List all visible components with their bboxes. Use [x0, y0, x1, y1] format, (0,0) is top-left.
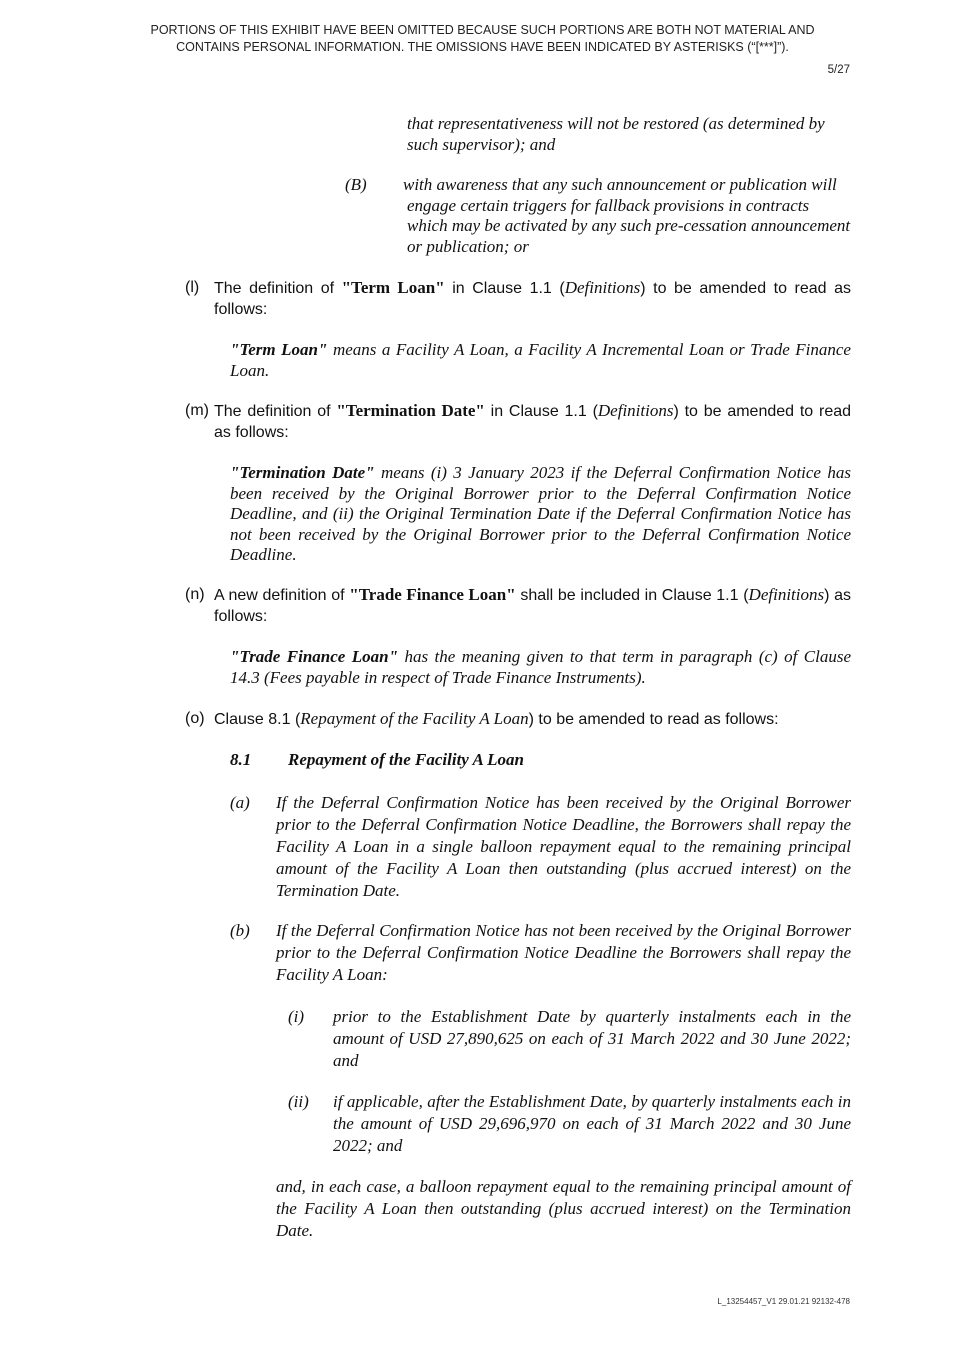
sub-ii-text: if applicable, after the Establishment Date, by quarterly instalments each in the amount of USD 29,696,970 on each of 31 March 2022 and 30 June 2022; and	[333, 1092, 851, 1155]
section-number: 8.1	[230, 750, 252, 769]
clause-n-mid: shall be included in Clause 1.1 (	[515, 587, 749, 604]
clause-m-heading	[214, 401, 851, 443]
clause-l-heading	[214, 278, 851, 320]
item-b-label: (B)	[345, 175, 367, 194]
clause-n-term: "Trade Finance Loan"	[349, 585, 516, 604]
clause-m-ref: Definitions	[597, 401, 674, 420]
clause-l-pre: The definition of	[214, 280, 342, 297]
page-number: 5/27	[827, 64, 850, 76]
sub-ii-label: (ii)	[288, 1092, 309, 1111]
sub-i-text: prior to the Establishment Date by quarterly instalments each in the amount of USD 27,890,625 on each of 31 March 2022 and 30 June 2022; and	[333, 1007, 851, 1070]
clause-m-pre: The definition of	[214, 403, 337, 420]
clause-o-pre: Clause 8.1 (	[214, 711, 301, 728]
clause-l-ref: Definitions	[564, 278, 641, 297]
clause-n-ref: Definitions	[748, 585, 825, 604]
document-reference: L_13254457_V1 29.01.21 92132-478	[717, 1297, 850, 1306]
clause-n-pre: A new definition of	[214, 587, 350, 604]
closing-paragraph: and, in each case, a balloon repayment equal to the remaining principal amount of the Facility A Loan then outstanding (plus accrued interest) on the Termination Date.	[276, 1177, 851, 1240]
clause-l-post: ) to be amended to read as follows:	[214, 280, 852, 318]
clause-n-definition	[230, 647, 851, 688]
clause-o-ref: Repayment of the Facility A Loan	[300, 709, 529, 728]
clause-o-label: (o)	[185, 710, 205, 727]
clause-n-def-text: has the meaning given to that term in paragraph (c) of Clause 14.3 (Fees payable in respect of Trade Finance Instruments).	[230, 647, 851, 687]
clause-m-label: (m)	[185, 402, 209, 419]
clause-m-definition	[230, 463, 851, 566]
section-title: Repayment of the Facility A Loan	[288, 750, 524, 769]
clause-l-def-term: "Term Loan"	[230, 340, 328, 359]
continuation-text: that representativeness will not be restored (as determined by such supervisor); and	[407, 114, 825, 154]
clause-n-label: (n)	[185, 586, 205, 603]
item-b-text: with awareness that any such announcement or publication will engage certain triggers for fallback provisions in contracts which may be activated by any such pre-cessation announcement or publication; or	[403, 175, 851, 256]
clause-n-def-term: "Trade Finance Loan"	[230, 647, 399, 666]
clause-m-post: ) to be amended to read as follows:	[214, 403, 852, 441]
clause-l-definition	[230, 340, 851, 381]
clause-n-heading	[214, 585, 851, 627]
clause-l-label: (l)	[185, 279, 200, 296]
clause-n-post: ) as follows:	[214, 587, 852, 625]
omission-notice-line-1: PORTIONS OF THIS EXHIBIT HAVE BEEN OMITTED BECAUSE SUCH PORTIONS ARE BOTH NOT MATERIAL AND	[150, 23, 815, 37]
clause-m-mid: in Clause 1.1 (	[484, 403, 598, 420]
clause-m-def-term: "Termination Date"	[230, 463, 375, 482]
omission-notice-line-2: CONTAINS PERSONAL INFORMATION. THE OMISSIONS HAVE BEEN INDICATED BY ASTERISKS (“[***]”).	[176, 40, 789, 54]
clause-o-heading	[214, 709, 851, 731]
para-b-label: (b)	[230, 921, 250, 940]
clause-l-mid: in Clause 1.1 (	[444, 280, 565, 297]
clause-m-term: "Termination Date"	[336, 401, 485, 420]
clause-l-term: "Term Loan"	[341, 278, 445, 297]
para-a-text: If the Deferral Confirmation Notice has been received by the Original Borrower prior to the Deferral Confirmation Notice Deadline, the Borrowers shall repay the Facility A Loan in a single balloon repayment equal to the remaining principal amount of the Facility A Loan then outstanding (plus accrued interest) on the Termination Date.	[276, 793, 851, 900]
para-a-label: (a)	[230, 793, 250, 812]
para-b-text: If the Deferral Confirmation Notice has not been received by the Original Borrower prior to the Deferral Confirmation Notice Deadline the Borrowers shall repay the Facility A Loan:	[276, 921, 851, 984]
omission-notice	[100, 22, 865, 56]
clause-o-post: ) to be amended to read as follows:	[528, 711, 779, 728]
clause-l-def-text: means a Facility A Loan, a Facility A Incremental Loan or Trade Finance Loan.	[230, 340, 851, 380]
sub-i-label: (i)	[288, 1007, 305, 1026]
clause-m-def-text: means (i) 3 January 2023 if the Deferral Confirmation Notice has been received by the Original Borrower prior to the Deferral Confirmation Notice Deadline, and (ii) the Original Termination Date if the Deferral Confirmation Notice has not been received by the Original Borrower prior to the Deferral Confirmation Notice Deadline.	[230, 463, 851, 564]
